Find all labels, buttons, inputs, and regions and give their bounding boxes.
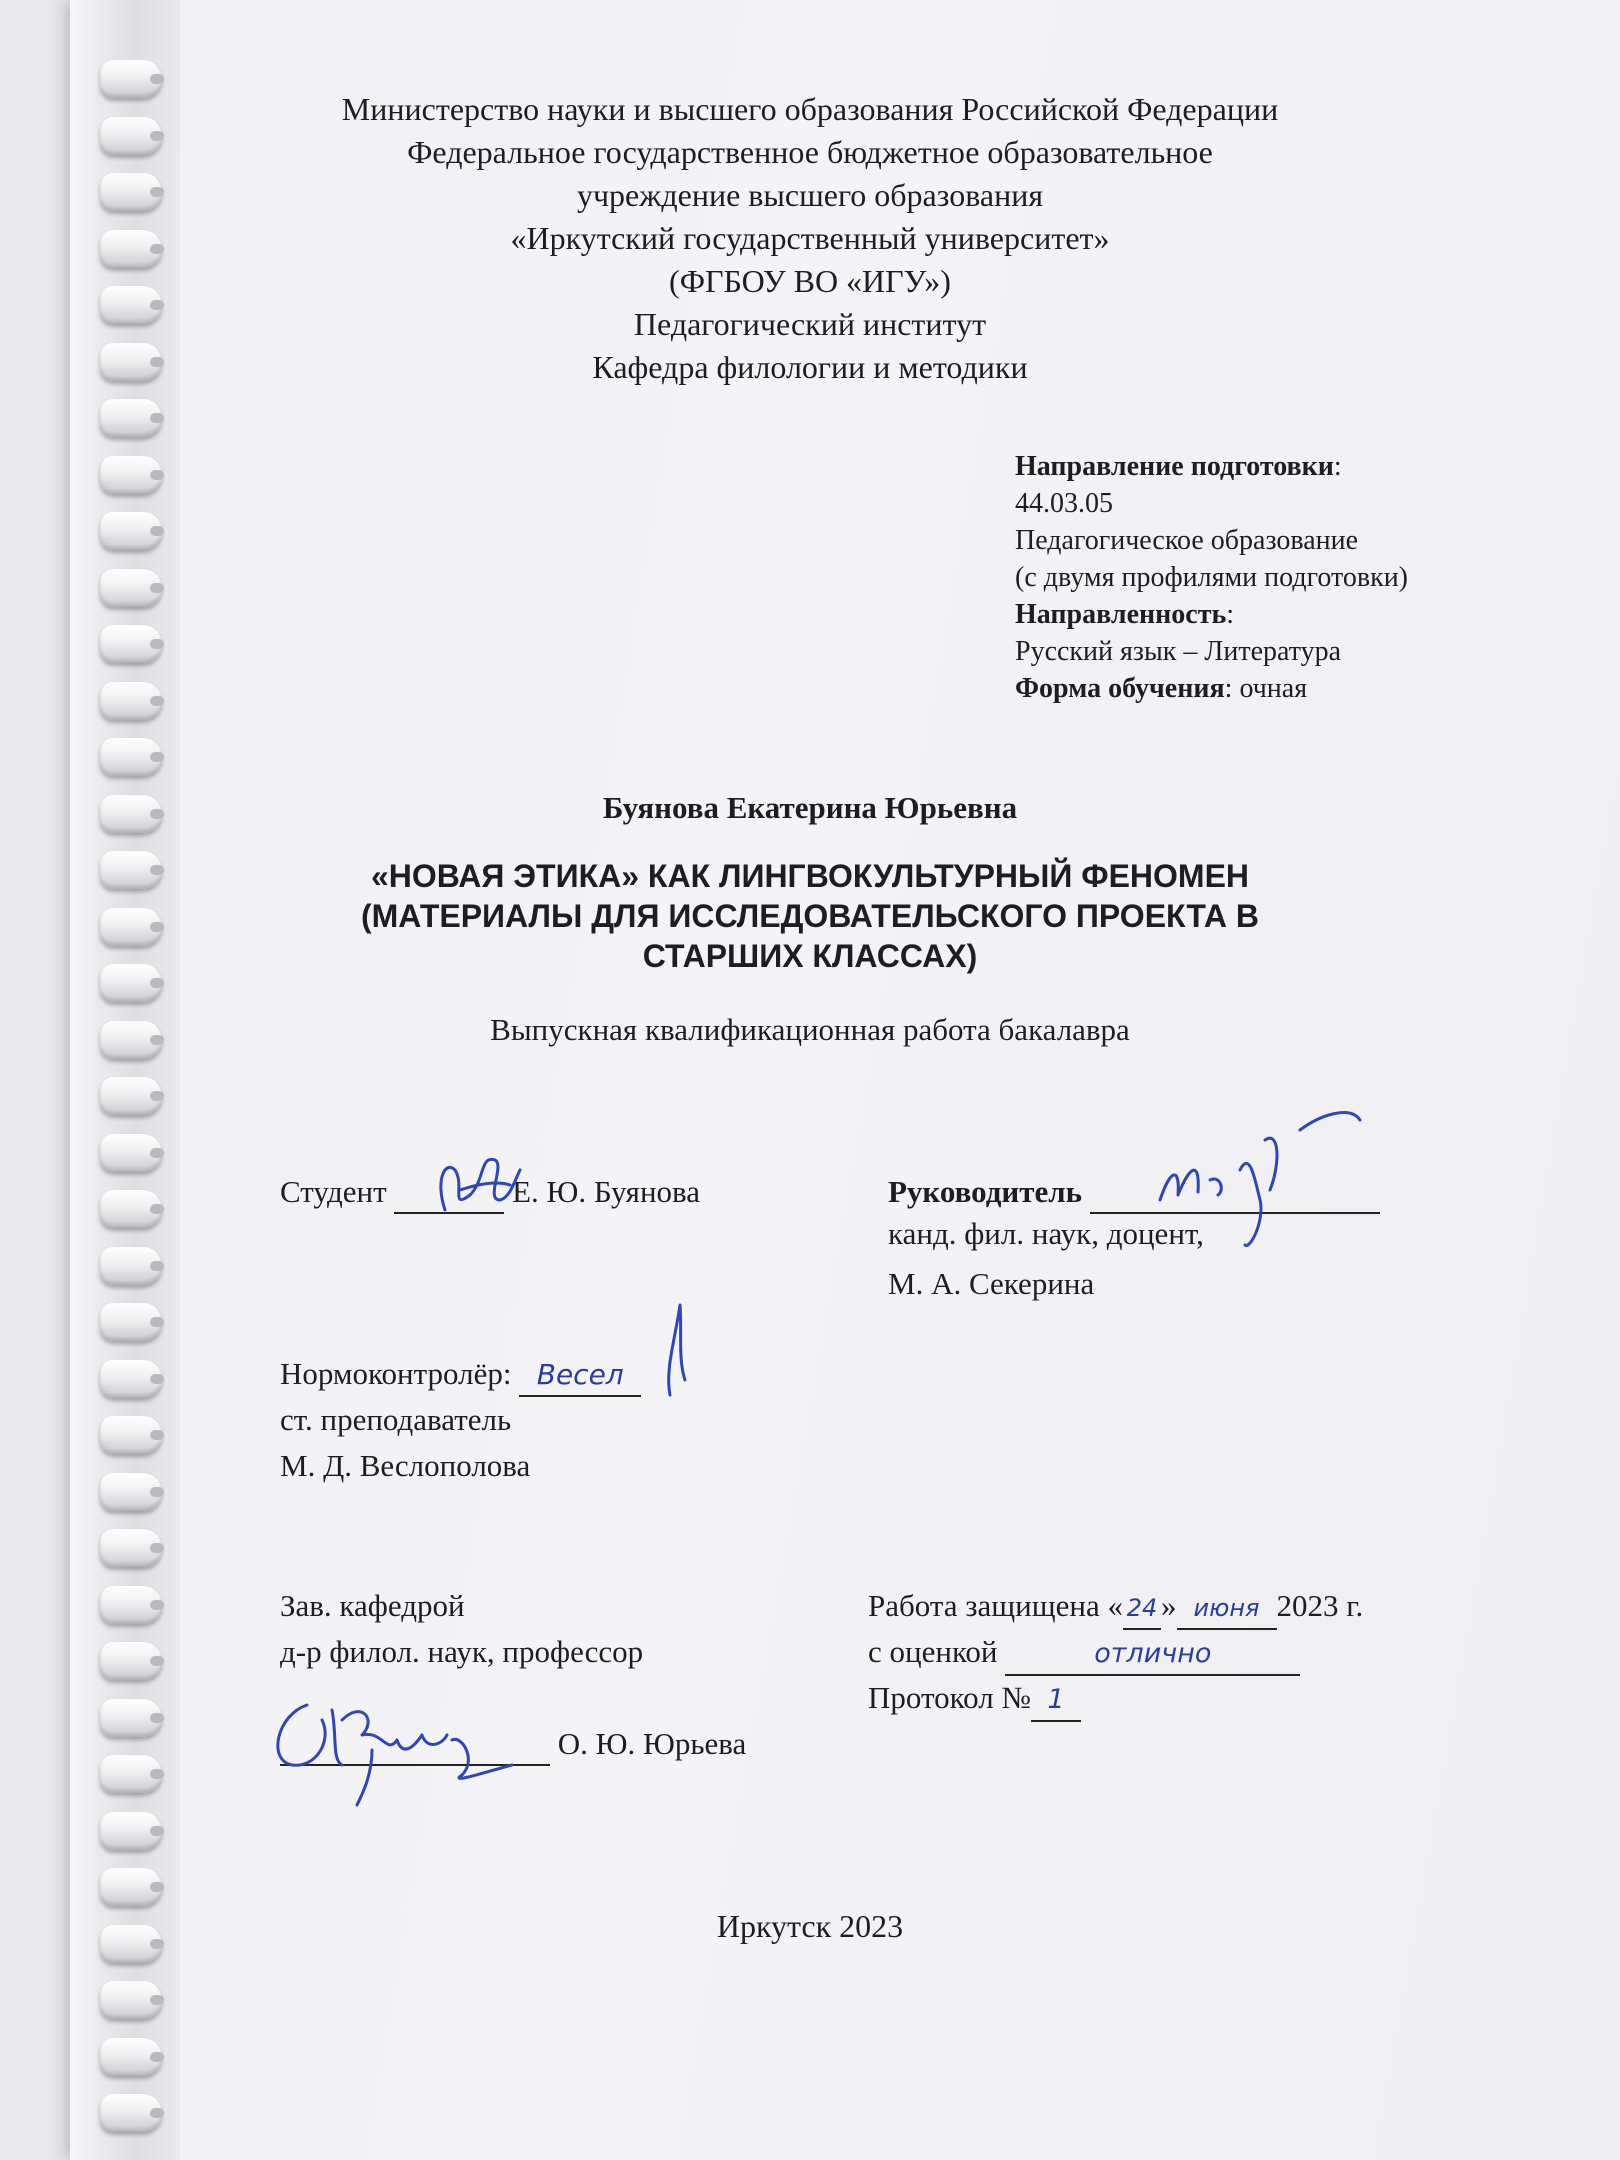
binding-hole — [150, 1713, 164, 1723]
direction-profiles: (с двумя профилями подготовки) — [1015, 562, 1408, 593]
defense-day: 24 — [1126, 1594, 1158, 1622]
student-signature — [425, 1140, 535, 1230]
supervisor-name: М. А. Секерина — [888, 1266, 1095, 1301]
header-line: Федеральное государственное бюджетное образовательное — [407, 134, 1213, 170]
title-line: (МАТЕРИАЛЫ ДЛЯ ИССЛЕДОВАТЕЛЬСКОГО ПРОЕКТА В — [360, 898, 1259, 934]
binding-hole — [150, 2108, 164, 2118]
institution-header — [0, 88, 1620, 389]
binding-hole — [150, 1769, 164, 1779]
protocol-number: 1 — [1047, 1684, 1065, 1715]
binding-hole — [150, 1204, 164, 1214]
normcontrol-line — [280, 1354, 641, 1397]
defense-month: июня — [1193, 1594, 1260, 1622]
binding-hole — [150, 978, 164, 988]
binding-hole — [150, 470, 164, 480]
direction-label: Направление подготовки — [1015, 451, 1334, 482]
binding-hole — [150, 583, 164, 593]
normcontrol-handwritten: Весел — [536, 1358, 624, 1391]
header-line: (ФГБОУ ВО «ИГУ») — [669, 263, 951, 299]
supervisor-degree: канд. фил. наук, доцент, — [888, 1216, 1204, 1251]
binding-hole — [150, 1148, 164, 1158]
binding-hole — [150, 752, 164, 762]
grade-label: с оценкой — [868, 1634, 998, 1669]
supervisor-signature — [1150, 1110, 1380, 1260]
defense-prefix: Работа защищена « — [868, 1588, 1123, 1623]
binding-hole — [150, 74, 164, 84]
defense-year: 2023 г. — [1276, 1588, 1364, 1623]
supervisor-label: Руководитель — [888, 1174, 1083, 1209]
defense-line — [868, 1586, 1363, 1630]
header-line: «Иркутский государственный университет» — [510, 220, 1110, 256]
header-line: Педагогический институт — [633, 306, 987, 342]
focus-label: Направленность — [1015, 599, 1227, 630]
normcontrol-position: ст. преподаватель — [280, 1402, 512, 1437]
normcontrol-name: М. Д. Веслополова — [280, 1448, 531, 1483]
focus-value: Русский язык – Литература — [1015, 636, 1341, 667]
binding-hole — [150, 1826, 164, 1836]
binding-hole — [150, 1882, 164, 1892]
header-line: Кафедра филологии и методики — [592, 349, 1028, 385]
binding-hole — [150, 2052, 164, 2062]
grade-value: отлично — [1094, 1638, 1212, 1669]
head-signature — [262, 1680, 542, 1810]
normcontrol-label: Нормоконтролёр: — [280, 1356, 512, 1391]
protocol-label: Протокол № — [868, 1680, 1031, 1715]
form-value: очная — [1239, 673, 1308, 704]
binding-hole — [150, 1995, 164, 2005]
binding-hole — [150, 1600, 164, 1610]
student-name: Е. Ю. Буянова — [512, 1174, 701, 1209]
thesis-title — [0, 856, 1620, 976]
binding-hole — [150, 1374, 164, 1384]
binding-hole — [150, 1091, 164, 1101]
binding-hole — [150, 1543, 164, 1553]
form-label: Форма обучения — [1015, 673, 1225, 704]
direction-name: Педагогическое образование — [1015, 525, 1359, 556]
binding-hole — [150, 1261, 164, 1271]
direction-block: Направление подготовки: 44.03.05 Педагогическое образование (с двумя профилями подготовки) Направленность: Русский язык – Литература Форма обучения: очная — [1015, 448, 1485, 707]
binding-hole — [150, 639, 164, 649]
head-degree: д-р филол. наук, профессор — [280, 1634, 644, 1669]
binding-hole — [150, 1656, 164, 1666]
head-label: Зав. кафедрой — [280, 1588, 465, 1623]
city-year: Иркутск 2023 — [716, 1908, 904, 1944]
normcontrol-signature — [640, 1300, 700, 1400]
title-line: «НОВАЯ ЭТИКА» КАК ЛИНГВОКУЛЬТУРНЫЙ ФЕНОМЕН — [370, 858, 1250, 894]
header-line: Министерство науки и высшего образования Российской Федерации — [341, 91, 1279, 127]
protocol-line — [868, 1678, 1081, 1722]
binding-hole — [150, 1430, 164, 1440]
head-name: О. Ю. Юрьева — [557, 1726, 747, 1761]
title-line: СТАРШИХ КЛАССАХ) — [642, 938, 978, 974]
defense-mid: » — [1161, 1588, 1177, 1623]
author-name: Буянова Екатерина Юрьевна — [602, 790, 1018, 825]
thesis-subtitle: Выпускная квалификационная работа бакалавра — [490, 1012, 1130, 1047]
binding-hole — [150, 1317, 164, 1327]
grade-line — [868, 1632, 1300, 1676]
binding-hole — [150, 696, 164, 706]
binding-hole — [150, 413, 164, 423]
direction-code: 44.03.05 — [1015, 488, 1113, 519]
binding-hole — [150, 526, 164, 536]
normcontrol-signature-line — [519, 1354, 641, 1397]
header-line: учреждение высшего образования — [576, 177, 1044, 213]
binding-hole — [150, 1487, 164, 1497]
student-label: Студент — [280, 1174, 387, 1209]
